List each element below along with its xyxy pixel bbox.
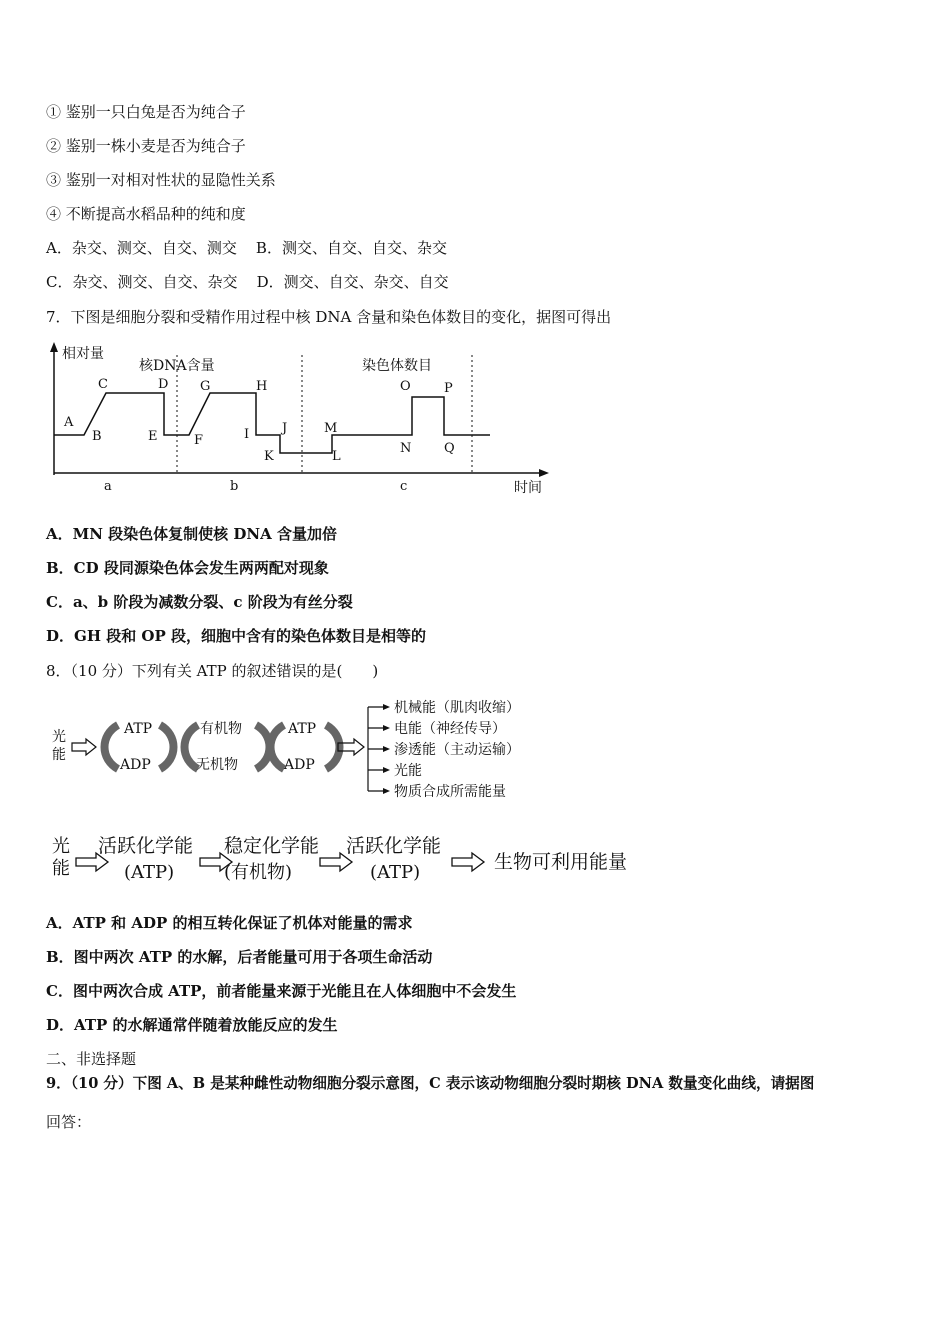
q6-item-3: ③ 鉴别一对相对性状的显隐性关系	[46, 171, 276, 189]
use-2: 电能（神经传导）	[394, 721, 506, 737]
q8-diagram-1	[48, 695, 548, 807]
stage-b: b	[230, 479, 239, 494]
q6-option-c: C．杂交、测交、自交、杂交	[46, 273, 238, 291]
point-a: A	[64, 415, 74, 430]
q8-option-d: D．ATP 的水解通常伴随着放能反应的发生	[46, 1016, 338, 1034]
q6-option-a: A．杂交、测交、自交、测交	[46, 239, 237, 257]
cycle-3-left	[271, 725, 285, 769]
q7-graph	[44, 340, 554, 500]
q6-option-ab	[46, 238, 447, 258]
use-4: 光能	[394, 763, 422, 779]
point-p: P	[444, 381, 453, 396]
q6-option-d: D．测交、自交、杂交、自交	[256, 273, 449, 291]
point-e: E	[148, 429, 158, 444]
q8-option-a: A．ATP 和 ADP 的相互转化保证了机体对能量的需求	[46, 914, 413, 932]
q6-item-2: ② 鉴别一株小麦是否为纯合子	[46, 137, 246, 155]
stage-c: c	[400, 479, 408, 494]
cycle-1-left	[105, 725, 119, 769]
organic-label: 有机物	[200, 721, 242, 737]
light-text-1b: 能	[52, 747, 66, 763]
adp-label-2: ADP	[284, 757, 315, 773]
use-3: 渗透能（主动运输）	[394, 742, 520, 758]
q9-stem: 9．（10 分）下图 A、B 是某种雌性动物细胞分裂示意图，C 表示该动物细胞分裂时期核 DNA 数量变化曲线，请据图	[46, 1075, 815, 1092]
q8-option-c: C．图中两次合成 ATP，前者能量来源于光能且在人体细胞中不会发生	[46, 982, 517, 1000]
light-text-1a: 光	[52, 729, 66, 745]
q6-option-b: B．测交、自交、自交、杂交	[255, 239, 447, 257]
point-o: O	[400, 379, 411, 394]
point-h: H	[256, 379, 268, 394]
q9-stem-cont: 回答：	[46, 1113, 92, 1131]
use-5: 物质合成所需能量	[394, 784, 506, 800]
q7-stem: 7．下图是细胞分裂和受精作用过程中核 DNA 含量和染色体数目的变化，据图可得出	[46, 308, 612, 326]
point-c: C	[98, 377, 108, 392]
point-j: J	[282, 421, 288, 436]
stage-a: a	[104, 479, 112, 494]
q6-item-4: ④ 不断提高水稻品种的纯和度	[46, 205, 246, 223]
light-text-2a: 光	[52, 836, 70, 857]
label-dna: 核DNA含量	[139, 358, 215, 374]
q8-option-b: B．图中两次 ATP 的水解，后者能量可用于各项生命活动	[46, 948, 433, 966]
stage-2-text: 稳定化学能	[224, 835, 320, 857]
y-axis-label: 相对量	[62, 346, 104, 362]
y-axis-arrow	[50, 342, 58, 352]
q7-option-d: D．GH 段和 OP 段，细胞中含有的染色体数目是相等的	[46, 627, 427, 645]
point-l: L	[332, 449, 341, 464]
atp-label-2: ATP	[288, 721, 317, 737]
arrow-1	[72, 739, 96, 755]
inorganic-label: 无机物	[196, 757, 238, 773]
x-axis-arrow	[539, 469, 549, 477]
point-q: Q	[444, 441, 455, 456]
adp-label-1: ADP	[120, 757, 151, 773]
point-m: M	[324, 421, 338, 436]
q7-option-b: B．CD 段同源染色体会发生两两配对现象	[46, 559, 329, 577]
cycle-1-right	[160, 725, 174, 769]
stage-3-sub: (ATP)	[370, 862, 421, 883]
stage-1-sub: (ATP)	[124, 862, 175, 883]
point-f: F	[194, 433, 204, 448]
q6-item-1: ① 鉴别一只白兔是否为纯合子	[46, 103, 246, 121]
x-axis-label: 时间	[514, 480, 542, 496]
atp-label-1: ATP	[124, 721, 153, 737]
q6-option-cd	[46, 272, 449, 292]
light-text-2b: 能	[52, 858, 70, 879]
label-chrom: 染色体数目	[362, 358, 432, 374]
point-i: I	[244, 427, 250, 442]
point-k: K	[264, 449, 274, 464]
stage-2-sub: (有机物)	[224, 862, 293, 883]
section-heading: 二、非选择题	[46, 1050, 137, 1068]
stage-4-text: 生物可利用能量	[494, 851, 628, 873]
q8-stem: 8．（10 分）下列有关 ATP 的叙述错误的是( )	[46, 662, 379, 680]
point-d: D	[158, 377, 169, 392]
dna-chrom-curve	[54, 393, 490, 453]
q7-option-c: C．a、b 阶段为减数分裂、c 阶段为有丝分裂	[46, 593, 353, 611]
stage-1-text: 活跃化学能	[98, 835, 194, 857]
point-b: B	[92, 429, 102, 444]
point-n: N	[400, 441, 412, 456]
stage-3-text: 活跃化学能	[346, 835, 442, 857]
q7-option-a: A．MN 段染色体复制使核 DNA 含量加倍	[46, 525, 337, 543]
use-1: 机械能（肌肉收缩）	[394, 700, 520, 716]
q8-diagram-2	[48, 826, 648, 888]
point-g: G	[200, 379, 211, 394]
arrow-s3	[452, 853, 484, 871]
